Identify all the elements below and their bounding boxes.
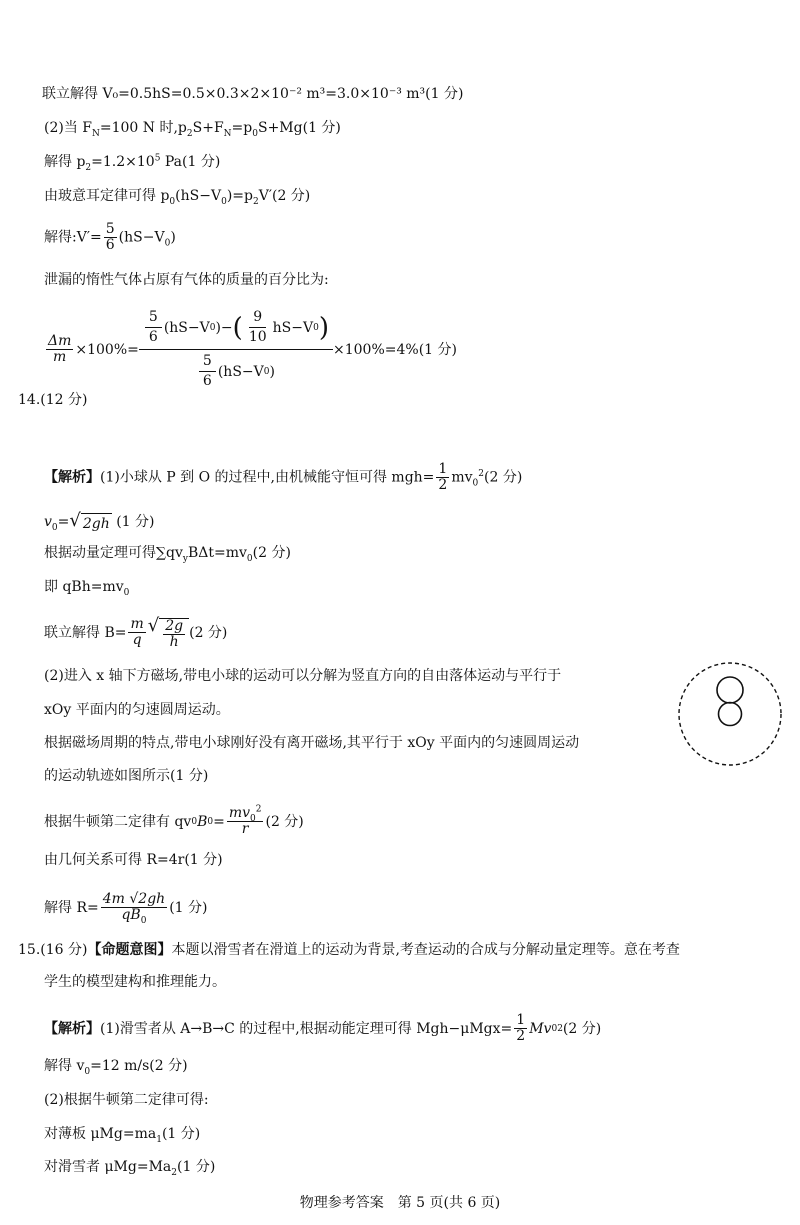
- text: V′(2 分): [258, 188, 311, 204]
- text: Pa(1 分): [160, 154, 221, 170]
- fraction: $\frac{\Delta m}{m}$: [48, 333, 72, 365]
- text-line: 即 $qBh=mv_0$: [44, 579, 130, 598]
- text-line: (2)根据牛顿第二定律可得:: [44, 1092, 209, 1108]
- text: (2)当 F: [44, 120, 92, 136]
- text-line: 【解析】 (1)滑雪者从 A→B→C 的过程中,根据动能定理可得 Mgh−μMgx= $\frac{1}{2}$ Mv 0 2 (2 分): [44, 1012, 602, 1044]
- question-number: 14.(12 分): [18, 392, 88, 408]
- text-line: 根据动量定理可得$\sum qv_yB\Delta t=mv_0(2$ 分): [44, 545, 291, 564]
- sub: 2: [252, 196, 259, 207]
- text-line: 的运动轨迹如图所示(1 分): [44, 768, 209, 784]
- trajectory-circle-bottom: [719, 703, 742, 726]
- sub: 0: [252, 128, 258, 139]
- text: (hS−V: [175, 188, 222, 204]
- text-line: 联立解得 B= $\frac{m}{q}$ √ $\frac{2g}{h}$ (2 分): [44, 615, 228, 650]
- text-line: 根据牛顿第二定律有 qv 0 B 0 = $\frac{mv_0^2}{r}$ (2 分): [44, 804, 304, 837]
- text: 解得:V′=: [44, 229, 102, 246]
- text: 联立解得 V₀=0.5hS=0.5×0.3×2×10⁻² m³=3.0×10⁻³ m³(1 分): [42, 86, 464, 102]
- text: =1.2×10: [91, 154, 155, 170]
- sub: N: [223, 128, 232, 139]
- text-line: 对薄板 $\mu Mg=ma_1(1$ 分): [44, 1126, 201, 1145]
- sub: 2: [85, 162, 92, 173]
- text-line: 由几何关系可得 R=4r(1 分): [44, 852, 223, 868]
- text-line: [42, 84, 463, 104]
- text: 解得 p: [44, 154, 86, 170]
- text-line: (2)进入 x 轴下方磁场,带电小球的运动可以分解为竖直方向的自由落体运动与平行于: [44, 668, 562, 684]
- sub: N: [92, 128, 100, 139]
- intent-tag: 【命题意图】: [87, 942, 172, 958]
- text: 由玻意耳定律可得 p: [44, 188, 170, 204]
- text: ×100%=: [75, 341, 139, 358]
- text: S+Mg(1 分): [257, 120, 341, 136]
- trajectory-circle-top: [717, 677, 743, 703]
- text-line: 学生的模型建构和推理能力。: [44, 974, 226, 990]
- text-line: xOy 平面内的匀速圆周运动。: [44, 702, 230, 718]
- analysis-tag: 【解析】: [44, 1020, 100, 1037]
- text-line: [44, 118, 341, 138]
- text: (hS−V: [118, 229, 165, 246]
- sub: 2: [186, 128, 193, 139]
- text-line: 【解析】(1)小球从 P 到 O 的过程中,由机械能守恒可得 mgh= $\frac{1}{2}$ $mv_0^2(2$ 分): [44, 461, 523, 493]
- text-line: [44, 186, 310, 206]
- text-line: 15.(16 分)【命题意图】本题以滑雪者在滑道上的运动为背景,考查运动的合成与分解动量定理等。意在考查: [18, 942, 680, 958]
- fraction: $\frac{5}{6}$ (hS−V 0 )− ( $\frac{9}{10}$ hS−V 0 ) $\frac{5}{6}$ (hS−V 0 ): [139, 306, 333, 393]
- text: =100 N 时,p: [99, 120, 187, 136]
- text: )=p: [226, 188, 253, 204]
- text-line: 解得 $v_0=12$ m/s(2 分): [44, 1058, 188, 1077]
- sup: 5: [154, 153, 161, 164]
- text: 泄漏的惰性气体占原有气体的质量的百分比为:: [44, 272, 329, 288]
- text-line: 根据磁场周期的特点,带电小球刚好没有离开磁场,其平行于 xOy 平面内的匀速圆周运动: [44, 735, 580, 751]
- page-footer: 物理参考答案 第 5 页(共 6 页): [299, 1195, 501, 1211]
- trajectory-figure: [676, 660, 784, 772]
- magnetic-field-boundary: [679, 663, 781, 765]
- fraction: $\frac{5}{6}$: [105, 221, 115, 253]
- text: ×100%=4%(1 分): [333, 341, 457, 358]
- text-line: [44, 152, 220, 172]
- analysis-tag: 【解析】: [44, 469, 100, 486]
- sub: 0: [221, 196, 227, 207]
- sub: 0: [164, 238, 171, 249]
- text: S+F: [192, 120, 224, 136]
- text-line: [44, 306, 457, 393]
- text: =p: [231, 120, 253, 136]
- trajectory-diagram: [676, 660, 784, 768]
- text-line: 解得 R= $\frac{4m √2gh}{qB_0}$ (1 分): [44, 891, 208, 926]
- text-line: $v_0=$ √ 2gh (1 分): [44, 510, 155, 533]
- text-line: [44, 222, 176, 253]
- text-line: [44, 270, 329, 290]
- sub: 0: [169, 196, 176, 207]
- text: ): [170, 229, 176, 246]
- text-line: 对滑雪者 $\mu Mg=Ma_2(1$ 分): [44, 1159, 216, 1178]
